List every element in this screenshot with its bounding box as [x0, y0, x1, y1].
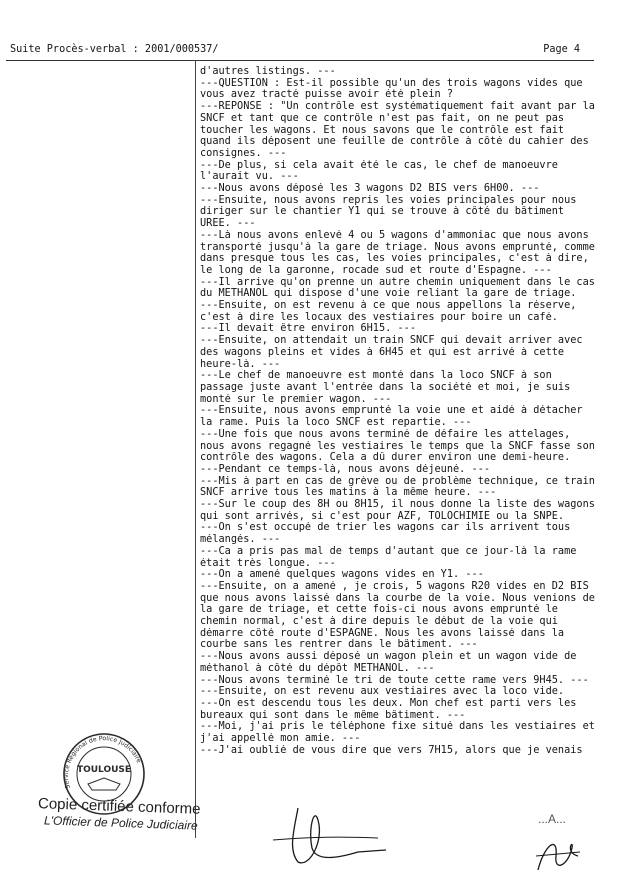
statement-line: ---Ensuite, on attendait un train SNCF qui devait arriver avec [200, 335, 583, 347]
statement-body [200, 66, 605, 756]
statement-line: des wagons pleins et vides à 6H45 et qui est arrivé à cette [200, 346, 565, 358]
statement-line: ---Il arrive qu'on prenne un autre chemin uniquement dans le cas [200, 276, 595, 288]
statement-line: SNCF et tant que ce contrôle n'est pas fait, on ne peut pas [200, 112, 565, 124]
statement-line: ---J'ai oublié de vous dire que vers 7H15, alors que je venais [200, 744, 583, 756]
statement-line: consignes. --- [200, 147, 287, 159]
statement-line: qui sont arrivés, si c'est pour AZF, TOLOCHIMIE ou la SNPE. [200, 510, 565, 522]
statement-line: ---On a amené quelques wagons vides en Y1. --- [200, 569, 484, 581]
statement-line: ---Ensuite, on est revenu à ce que nous appellons la réserve, [200, 300, 577, 312]
statement-line: ---Là nous avons enlevé 4 ou 5 wagons d'ammoniac que nous avons [200, 229, 589, 241]
statement-line: était très longue. --- [200, 557, 336, 569]
statement-line: chemin normal, c'est à dire depuis le début de la voie qui [200, 616, 558, 628]
certified-copy-text: Copie certifiée conforme [37, 795, 201, 818]
statement-line: c'est à dire les locaux des vestiaires pour boire un café. [200, 311, 558, 323]
statement-line: bureaux qui sont dans le même bâtiment. --- [200, 709, 466, 721]
statement-line: transporté jusqu'à la gare de triage. Nous avons emprunté, comme [200, 241, 595, 253]
report-reference: Suite Procès-verbal : 2001/000537/ [10, 44, 219, 55]
statement-line: passage juste avant l'entrée dans la société et moi, je suis [200, 381, 571, 393]
statement-line: du METHANOL qui dispose d'une voie reliant la gare de triage. [200, 288, 577, 300]
statement-line: ---Nous avons terminé le tri de toute cette rame vers 9H45. --- [200, 674, 589, 686]
statement-line: ---Ensuite, nous avons emprunté la voie une et aidé à détacher [200, 405, 583, 417]
statement-line: nous avons regagné les vestiaires le temps que la SNCF fasse son [200, 440, 595, 452]
statement-line: SNCF arrive tous les matins à la même heure. --- [200, 487, 497, 499]
statement-line: le long de la garonne, rocade sud et route d'Espagne. --- [200, 264, 552, 276]
statement-line: la gare de triage, et cette fois-ci nous avons emprunté le [200, 604, 558, 616]
margin-line [195, 60, 196, 838]
statement-line: ---Pendant ce temps-là, nous avons déjeuné. --- [200, 463, 491, 475]
page-number: Page 4 [543, 44, 580, 55]
statement-line: ---Ensuite, nous avons repris les voies principales pour nous [200, 194, 577, 206]
signature-left [268, 800, 388, 870]
statement-line: UREE. --- [200, 218, 256, 230]
statement-line: ---De plus, si cela avait été le cas, le chef de manoeuvre [200, 159, 558, 171]
statement-line: j'ai appellé mon amie. --- [200, 733, 361, 745]
statement-line: toucher les wagons. Et nous savons que le contrôle est fait [200, 124, 565, 136]
statement-line: ---Il devait être environ 6H15. --- [200, 323, 416, 335]
statement-line: monté sur le premier wagon. --- [200, 393, 392, 405]
statement-line: que nous avons laissé dans la courbe de la voie. Nous venions de [200, 592, 595, 604]
statement-line: d'autres listings. --- [200, 66, 336, 77]
statement-line: heure-là. --- [200, 358, 281, 370]
statement-line: ---Ensuite, on a amené , je crois, 5 wagons R20 vides en D2 BIS [200, 580, 589, 592]
statement-line: diriger sur le chantier Y1 qui se trouve à côté du bâtiment [200, 206, 565, 218]
signature-right [528, 826, 588, 876]
stamp-center-text: TOULOUSE [76, 765, 132, 775]
statement-line: ---Ca a pris pas mal de temps d'autant que ce jour-là la rame [200, 545, 577, 557]
statement-line: méthanol à côté du dépôt METHANOL. --- [200, 662, 435, 674]
statement-line: démarre côté route d'ESPAGNE. Nous les avons laissé dans la [200, 627, 565, 639]
statement-line: ---Nous avons déposé les 3 wagons D2 BIS vers 6H00. --- [200, 183, 540, 195]
statement-line: l'aurait vu. --- [200, 171, 299, 183]
header-rule [6, 60, 594, 61]
officer-text: L'Officier de Police Judiciaire [43, 813, 198, 833]
statement-line: ---Une fois que nous avons terminé de défaire les attelages, [200, 428, 571, 440]
stamp-ring-text: Service Régional de Police Judiciaire [62, 735, 143, 790]
statement-line: ---On est descendu tous les deux. Mon chef est parti vers les [200, 697, 577, 709]
statement-line: ---Moi, j'ai pris le téléphone fixe situé dans les vestiaires et [200, 721, 595, 733]
statement-line: ---QUESTION : Est-il possible qu'un des trois wagons vides que [200, 77, 583, 89]
statement-line: ---Mis à part en cas de grève ou de problème technique, ce train [200, 475, 595, 487]
statement-line: ---Le chef de manoeuvre est monté dans la loco SNCF à son [200, 370, 552, 382]
statement-line: mélangés. --- [200, 534, 281, 546]
statement-line: contrôle des wagons. Cela a dû durer environ une demi-heure. [200, 452, 571, 464]
statement-line: ---Nous avons aussi déposé un wagon plein et un wagon vide de [200, 651, 577, 663]
statement-line: ---REPONSE : "Un contrôle est systématiquement fait avant par la [200, 101, 595, 113]
statement-line: vous avez tracté puisse avoir été plein ? [200, 89, 454, 101]
statement-line: dans presque tous les cas, les voies principales, c'est à dire, [200, 253, 589, 265]
statement-line: ---On s'est occupé de trier les wagons car ils arrivent tous [200, 522, 571, 534]
initials-mark: ...A... [538, 812, 567, 826]
statement-line: quand ils déposent une feuille de contrôle à côté du cahier des [200, 136, 589, 148]
statement-line: la rame. Puis la loco SNCF est repartie. --- [200, 417, 472, 429]
statement-line: ---Ensuite, on est revenu aux vestiaires avec la loco vide. [200, 686, 565, 698]
statement-line: ---Sur le coup des 8H ou 8H15, il nous donne la liste des wagons [200, 499, 595, 511]
statement-line: courbe sans les rentrer dans le bâtiment. --- [200, 639, 478, 651]
